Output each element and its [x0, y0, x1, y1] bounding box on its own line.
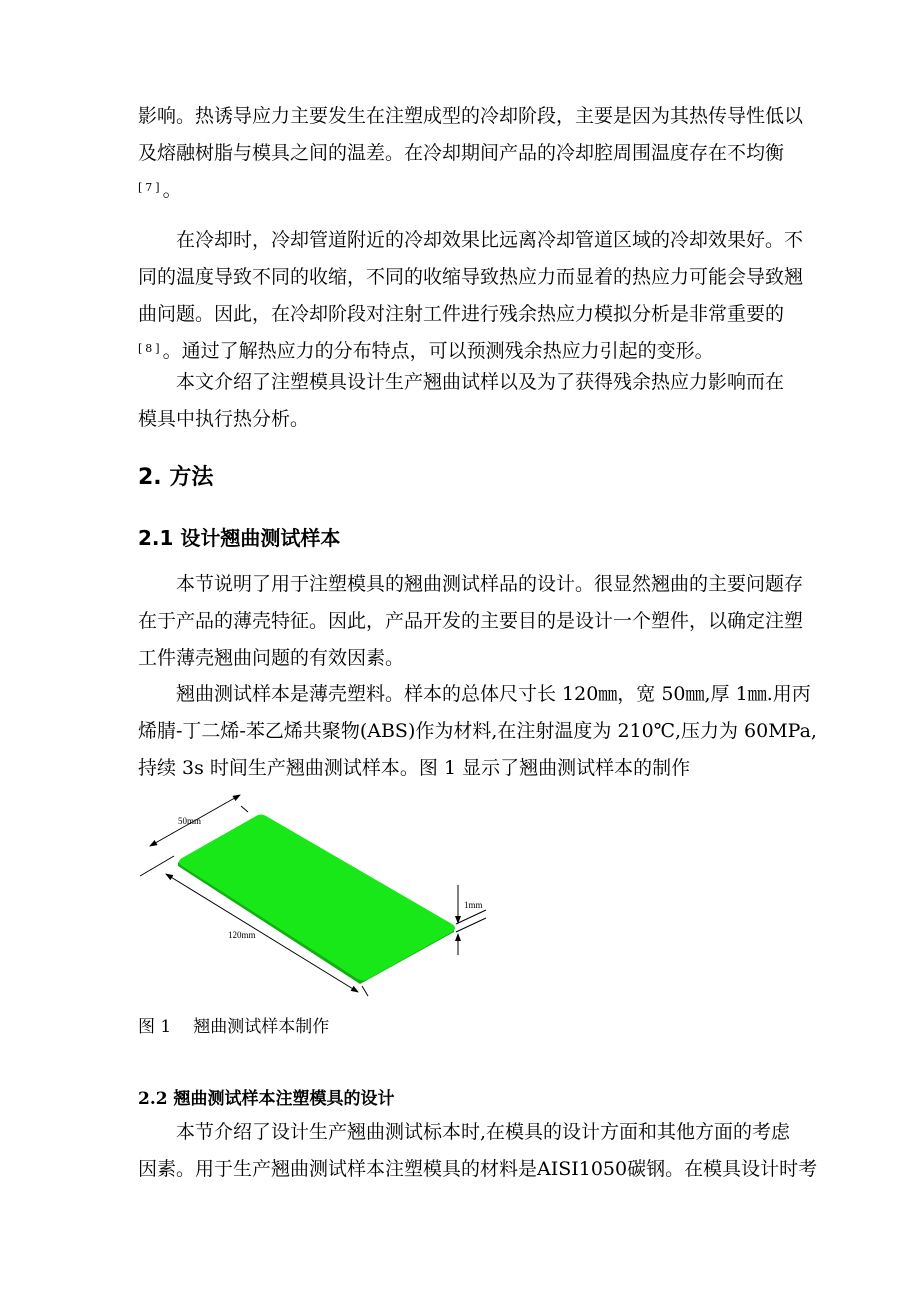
text-line: 本节介绍了设计生产翘曲测试标本时,在模具的设计方面和其他方面的考虑 — [176, 1121, 791, 1143]
text-line: 在冷却时，冷却管道附近的冷却效果比远离冷却管道区域的冷却效果好。不 — [176, 229, 804, 251]
text-line: 模具中执行热分析。 — [138, 408, 310, 430]
dimension-label-length: 120mm — [228, 930, 256, 940]
subsection-heading-mold-design: 2.2 翘曲测试样本注塑模具的设计 — [138, 1089, 395, 1109]
paragraph-section-intro — [138, 566, 804, 677]
subsection-heading-design: 2.1 设计翘曲测试样本 — [138, 526, 341, 550]
text-line: 烯腈-丁二烯-苯乙烯共聚物(ABS)作为材料,在注射温度为 210℃,压力为 60MPa, — [138, 720, 817, 742]
citation-ref: [8] — [138, 342, 163, 355]
text-line: 及熔融树脂与模具之间的温差。在冷却期间产品的冷却腔周围温度存在不均衡 — [138, 142, 785, 164]
paragraph-specimen-spec — [138, 676, 817, 787]
dimension-label-width: 50mm — [178, 816, 202, 826]
text-line: 本文介绍了注塑模具设计生产翘曲试样以及为了获得残余热应力影响而在 — [176, 371, 785, 393]
section-heading-methods: 2. 方法 — [138, 465, 214, 490]
extension-line — [241, 806, 248, 812]
text-line: 持续 3s 时间生产翘曲测试样本。图 1 显示了翘曲测试样本的制作 — [138, 757, 691, 779]
extension-line — [456, 918, 486, 932]
text-line: 在于产品的薄壳特征。因此，产品开发的主要目的是设计一个塑件，以确定注塑 — [138, 610, 804, 632]
text-line: 同的温度导致不同的收缩，不同的收缩导致热应力而显着的热应力可能会导致翘 — [138, 266, 804, 288]
paragraph-mold-design — [138, 1114, 818, 1188]
specimen-diagram — [136, 790, 506, 1000]
extension-line — [456, 910, 486, 924]
text-line: 影响。热诱导应力主要发生在注塑成型的冷却阶段，主要是因为其热传导性低以 — [138, 105, 804, 127]
text-line — [138, 172, 778, 209]
text-fragment: 。 — [162, 179, 182, 201]
figure-number: 图 1 — [138, 1017, 172, 1037]
extension-line — [140, 856, 174, 876]
text-line: 翘曲测试样本是薄壳塑料。样本的总体尺寸长 120㎜，宽 50㎜,厚 1㎜.用丙 — [176, 683, 811, 705]
text-fragment: 。通过了解热应力的分布特点，可以预测残余热应力引起的变形。 — [162, 340, 714, 362]
dimension-label-thickness: 1mm — [464, 900, 483, 910]
text-line: 曲问题。因此，在冷却阶段对注射工件进行残余热应力模拟分析是非常重要的 — [138, 303, 785, 325]
paragraph-thermal-stress — [138, 98, 804, 209]
extension-line — [362, 986, 368, 996]
figure-specimen-drawing — [136, 790, 506, 1000]
text-line: 本节说明了用于注塑模具的翘曲测试样品的设计。很显然翘曲的主要问题存 — [176, 573, 804, 595]
figure-caption — [138, 1012, 329, 1037]
paragraph-introduction — [138, 364, 785, 438]
paragraph-cooling — [138, 222, 804, 370]
text-line: 工件薄壳翘曲问题的有效因素。 — [138, 647, 405, 669]
text-line: 因素。用于生产翘曲测试样本注塑模具的材料是AISI1050碳钢。在模具设计时考 — [138, 1158, 818, 1180]
figure-caption-text: 翘曲测试样本制作 — [193, 1017, 330, 1037]
citation-ref: [7] — [138, 181, 163, 194]
